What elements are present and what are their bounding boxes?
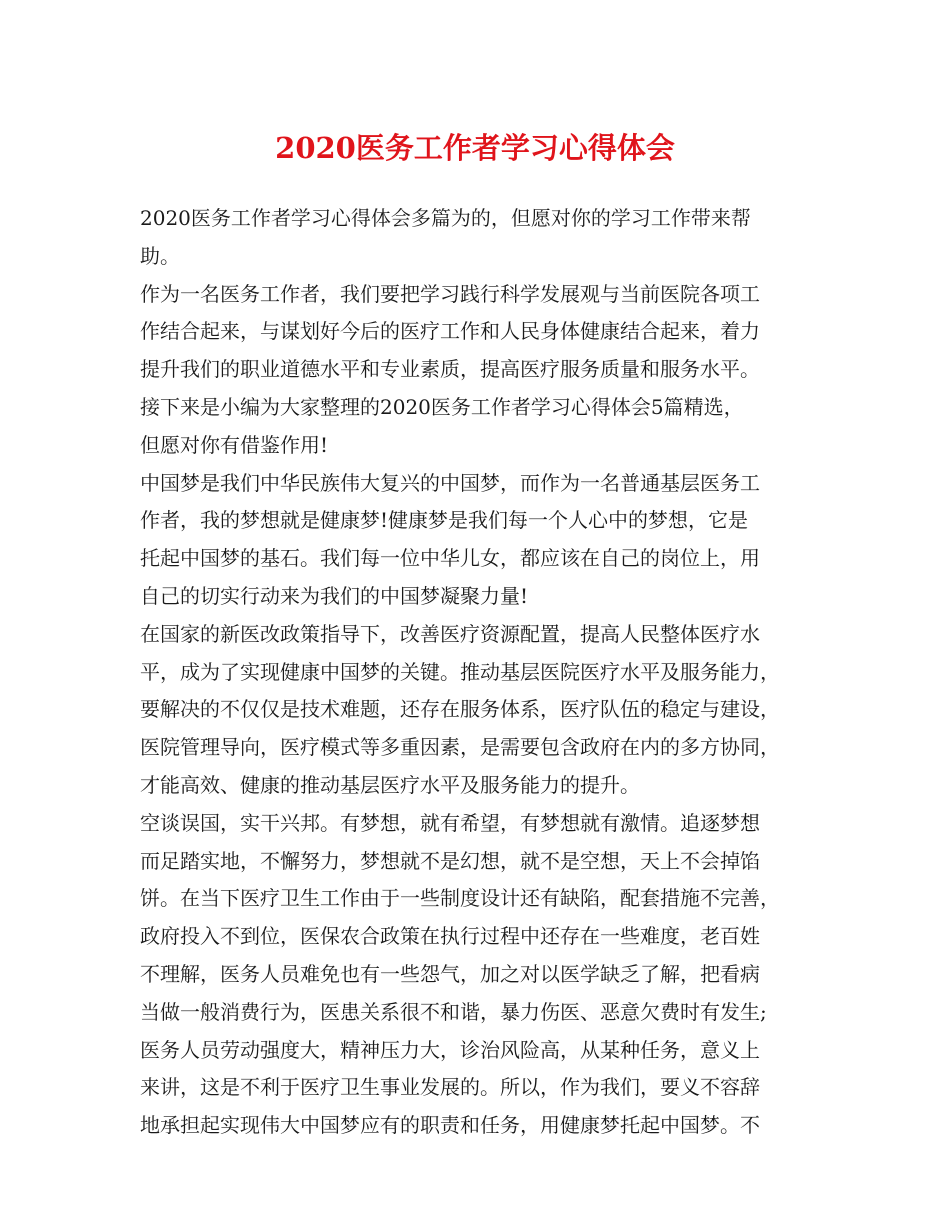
body-line: 作者，我的梦想就是健康梦!健康梦是我们每一个人心中的梦想，它是 [140, 508, 749, 533]
body-line: 空谈误国，实干兴邦。有梦想，就有希望，有梦想就有激情。追逐梦想 [140, 810, 760, 835]
body-line: 当做一般消费行为，医患关系很不和谐，暴力伤医、恶意欠费时有发生; [140, 999, 767, 1024]
body-line: 提升我们的职业道德水平和专业素质，提高医疗服务质量和服务水平。 [140, 357, 760, 382]
body-line: 才能高效、健康的推动基层医疗水平及服务能力的提升。 [140, 772, 640, 797]
document-body [140, 200, 820, 1145]
body-line: 但愿对你有借鉴作用! [140, 432, 329, 457]
body-line: 助。 [140, 243, 180, 268]
body-line: 医务人员劳动强度大，精神压力大，诊治风险高，从某种任务，意义上 [140, 1037, 760, 1062]
body-line: 托起中国梦的基石。我们每一位中华儿女，都应该在自己的岗位上，用 [140, 546, 760, 571]
body-line: 医院管理导向，医疗模式等多重因素，是需要包含政府在内的多方协同， [140, 735, 780, 760]
body-line: 2020医务工作者学习心得体会多篇为的，但愿对你的学习工作带来帮 [140, 206, 751, 230]
body-line: 要解决的不仅仅是技术难题，还存在服务体系，医疗队伍的稳定与建设， [140, 697, 780, 722]
document-title: 2020医务工作者学习心得体会 [275, 131, 675, 165]
body-line: 来讲，这是不利于医疗卫生事业发展的。所以，作为我们，要义不容辞 [140, 1075, 760, 1100]
body-line: 中国梦是我们中华民族伟大复兴的中国梦，而作为一名普通基层医务工 [140, 470, 760, 495]
body-line: 饼。在当下医疗卫生工作由于一些制度设计还有缺陷，配套措施不完善， [140, 886, 780, 911]
body-line: 地承担起实现伟大中国梦应有的职责和任务，用健康梦托起中国梦。不 [140, 1113, 760, 1138]
body-line: 政府投入不到位，医保农合政策在执行过程中还存在一些难度，老百姓 [140, 924, 760, 949]
body-line: 而足踏实地，不懈努力，梦想就不是幻想，就不是空想，天上不会掉馅 [140, 848, 760, 873]
body-line: 平，成为了实现健康中国梦的关键。推动基层医院医疗水平及服务能力， [140, 659, 780, 684]
body-line: 作结合起来，与谋划好今后的医疗工作和人民身体健康结合起来，着力 [140, 319, 760, 344]
body-line: 自己的切实行动来为我们的中国梦凝聚力量! [140, 583, 529, 608]
body-line: 不理解，医务人员难免也有一些怨气，加之对以医学缺乏了解，把看病 [140, 961, 760, 986]
body-line: 接下来是小编为大家整理的2020医务工作者学习心得体会5篇精选， [140, 394, 744, 419]
body-line: 在国家的新医改政策指导下，改善医疗资源配置，提高人民整体医疗水 [140, 621, 760, 646]
body-line: 作为一名医务工作者，我们要把学习践行科学发展观与当前医院各项工 [140, 281, 760, 306]
